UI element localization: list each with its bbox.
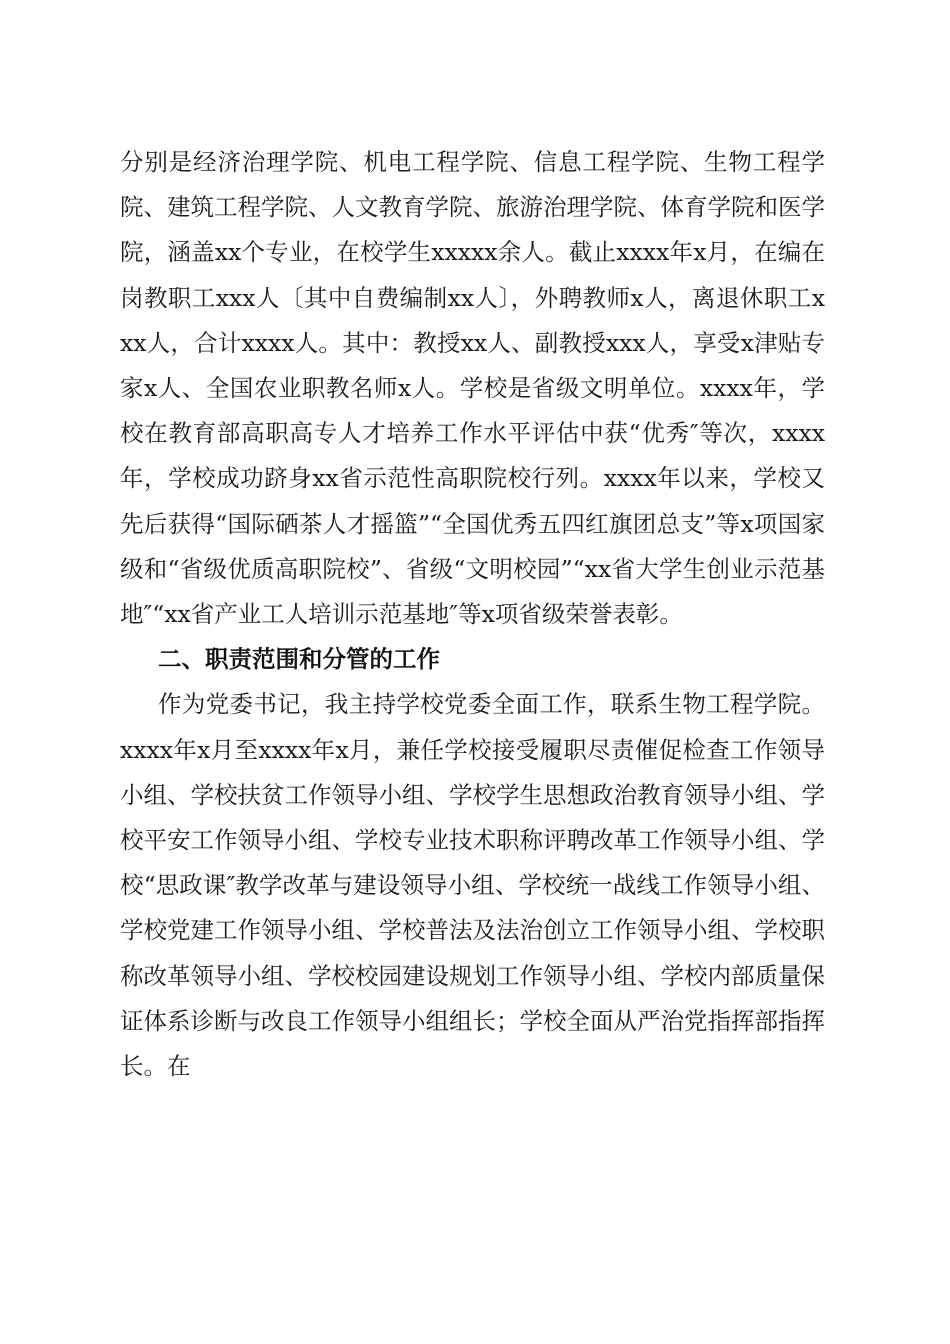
section-heading: 二、职责范围和分管的工作 xyxy=(158,645,440,674)
document-body xyxy=(120,140,825,1089)
body-paragraph-continued: 分别是经济治理学院、机电工程学院、信息工程学院、生物工程学院、建筑工程学院、人文教育学院、旅游治理学院、体育学院和医学院，涵盖xx个专业，在校学生xxxxx余人。截止xxxx年x月，在编在岗教职工xxx人〔其中自费编制xx人〕，外聘教师x人，离退休职工xxx人，合计xxxx人。其中：教授xx人、副教授xxx人，享受x津贴专家x人、全国农业职教名师x人。学校是省级文明单位。xxxx年，学校在教育部高职高专人才培养工作水平评估中获“优秀″等次，xxxx年，学校成功跻身xx省示范性高职院校行列。xxxx年以来，学校又先后获得“国际硒茶人才摇篮”“全国优秀五四红旗团总支”等x项国家级和“省级优质高职院校”、省级“文明校园”“xx省大学生创业示范基地″“xx省产业工人培训示范基地″等x项省级荣誉表彰。 xyxy=(120,148,825,629)
body-paragraph-responsibilities: 作为党委书记，我主持学校党委全面工作，联系生物工程学院。xxxx年x月至xxxx年x月，兼任学校接受履职尽责催促检查工作领导小组、学校扶贫工作领导小组、学校学生思想政治教育领导小组、学校平安工作领导小组、学校专业技术职称评聘改革工作领导小组、学校“思政课″教学改革与建设领导小组、学校统一战线工作领导小组、学校党建工作领导小组、学校普法及法治创立工作领导小组、学校职称改革领导小组、学校校园建设规划工作领导小组、学校内部质量保证体系诊断与改良工作领导小组组长；学校全面从严治党指挥部指挥长。在 xyxy=(120,690,825,1081)
